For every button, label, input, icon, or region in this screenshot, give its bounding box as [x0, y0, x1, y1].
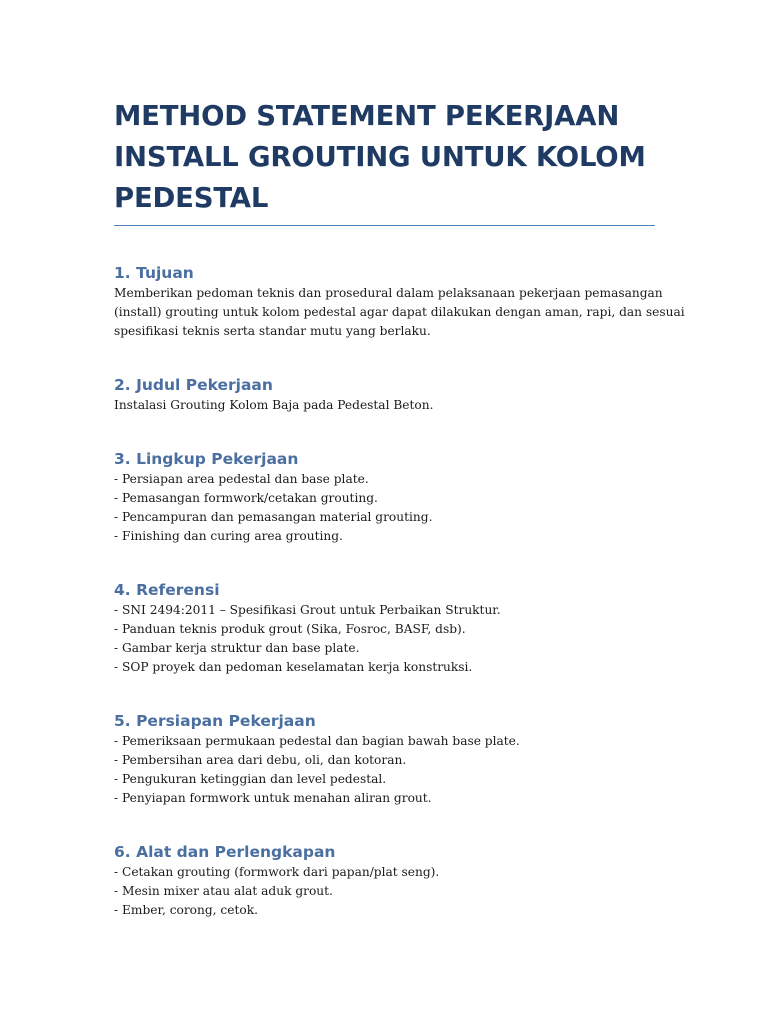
section-lingkup-pekerjaan [114, 448, 656, 546]
list-item: - Pemeriksaan permukaan pedestal dan bagian bawah base plate. [114, 734, 520, 748]
section-body [114, 396, 656, 415]
section-tujuan [114, 262, 685, 341]
section-body [114, 601, 656, 677]
list-item: - Pencampuran dan pemasangan material grouting. [114, 510, 433, 524]
list-item: - Panduan teknis produk grout (Sika, Fosroc, BASF, dsb). [114, 622, 466, 636]
section-heading: 5. Persiapan Pekerjaan [114, 712, 316, 730]
section-heading: 3. Lingkup Pekerjaan [114, 450, 299, 468]
list-item: - Penyiapan formwork untuk menahan aliran grout. [114, 791, 432, 805]
section-heading: 2. Judul Pekerjaan [114, 376, 273, 394]
list-item: - Cetakan grouting (formwork dari papan/plat seng). [114, 865, 440, 879]
section-body [114, 863, 656, 920]
section-heading: 1. Tujuan [114, 264, 194, 282]
list-item: - Pemasangan formwork/cetakan grouting. [114, 491, 378, 505]
section-referensi [114, 579, 656, 677]
list-item: - SOP proyek dan pedoman keselamatan kerja konstruksi. [114, 660, 473, 674]
title-line: INSTALL GROUTING UNTUK KOLOM [114, 141, 646, 173]
section-heading: 6. Alat dan Perlengkapan [114, 843, 336, 861]
title-line: PEDESTAL [114, 182, 269, 214]
body-line: Instalasi Grouting Kolom Baja pada Pedestal Beton. [114, 398, 434, 412]
list-item: - Finishing dan curing area grouting. [114, 529, 343, 543]
title-line: METHOD STATEMENT PEKERJAAN [114, 100, 620, 132]
section-heading: 4. Referensi [114, 581, 220, 599]
section-alat-dan-perlengkapan [114, 841, 656, 920]
list-item: - Ember, corong, cetok. [114, 903, 258, 917]
body-line: spesifikasi teknis serta standar mutu yang berlaku. [114, 324, 431, 338]
section-persiapan-pekerjaan [114, 710, 656, 808]
list-item: - Mesin mixer atau alat aduk grout. [114, 884, 333, 898]
section-body [114, 732, 656, 808]
list-item: - SNI 2494:2011 – Spesifikasi Grout untuk Perbaikan Struktur. [114, 603, 501, 617]
title-divider [114, 225, 655, 226]
list-item: - Pengukuran ketinggian dan level pedestal. [114, 772, 387, 786]
section-judul-pekerjaan [114, 374, 656, 415]
list-item: - Persiapan area pedestal dan base plate. [114, 472, 369, 486]
section-body [114, 470, 656, 546]
body-line: Memberikan pedoman teknis dan prosedural dalam pelaksanaan pekerjaan pemasangan [114, 286, 663, 300]
body-line: (install) grouting untuk kolom pedestal agar dapat dilakukan dengan aman, rapi, dan sesuai [114, 305, 685, 319]
document-title [114, 96, 656, 225]
list-item: - Gambar kerja struktur dan base plate. [114, 641, 360, 655]
section-body [114, 284, 685, 341]
document-page [114, 96, 685, 920]
list-item: - Pembersihan area dari debu, oli, dan kotoran. [114, 753, 407, 767]
